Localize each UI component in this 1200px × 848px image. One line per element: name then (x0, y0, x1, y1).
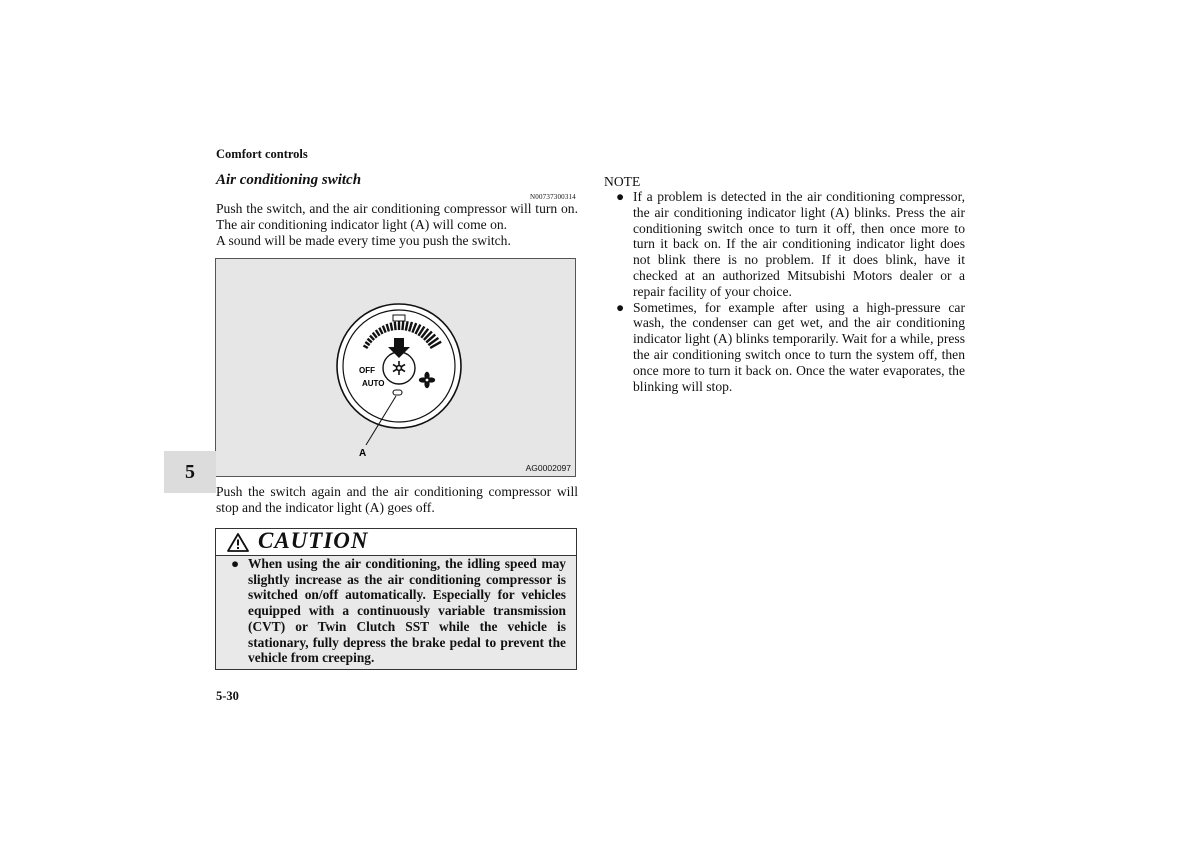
page-number: 5-30 (216, 689, 239, 703)
bullet-icon: ● (616, 189, 625, 204)
dial-tick (391, 323, 393, 331)
callout-a: A (359, 448, 367, 459)
note-label: NOTE (604, 174, 641, 189)
off-label: OFF (359, 366, 375, 375)
note-list (615, 189, 965, 394)
caution-title: CAUTION (258, 528, 369, 553)
dial-tick (395, 322, 396, 330)
caution-box (215, 528, 577, 670)
figure-code: AG0002097 (525, 463, 571, 473)
dial-tick (402, 321, 403, 330)
indicator-light-icon (393, 390, 402, 395)
note-item (615, 300, 965, 395)
after-figure-paragraph: Push the switch again and the air conditioning compressor will stop and the indicator light (A) goes off. (216, 484, 578, 515)
section-title: Air conditioning switch (216, 172, 362, 188)
section-header: Comfort controls (216, 147, 308, 161)
note-item-text: If a problem is detected in the air conditioning compressor, the air conditioning indicator light (A) blinks. Press the air conditioning switch once to turn it off, then once more to turn it back on. If the air conditioning indicator light does not blink there is no problem. If it does blink, have it checked at an authorized Mitsubishi Motors dealer or a repair facility of your choice. (633, 189, 965, 299)
caution-item (230, 556, 566, 666)
ac-dial-drawing (216, 259, 575, 476)
chapter-tab: 5 (164, 451, 216, 493)
intro-text (216, 201, 578, 248)
ac-switch-illustration (215, 258, 576, 477)
intro-paragraph-2: A sound will be made every time you push the switch. (216, 232, 511, 248)
reference-code: N00737300314 (530, 193, 576, 201)
caution-header (216, 529, 576, 556)
note-item-text: Sometimes, for example after using a high-pressure car wash, the condenser can get wet, and the air conditioning indicator light (A) blinks temporarily. Wait for a while, press the air conditioning switch once to turn the system off, then once more to turn it back on. Once the water evaporates, the blinking will stop. (633, 299, 965, 394)
bullet-icon: ● (231, 556, 240, 571)
auto-label: AUTO (362, 379, 385, 388)
caution-list (230, 556, 566, 666)
intro-paragraph-1: Push the switch, and the air conditioning compressor will turn on. The air conditioning indicator light (A) will come on. (216, 201, 578, 232)
caution-item-text: When using the air conditioning, the idling speed may slightly increase as the air conditioning compressor is switched on/off automatically. Especially for vehicles equipped with a continuously variable transmission (CVT) or Twin Clutch SST while the vehicle is stationary, fully depress the brake pedal to prevent the vehicle from creeping. (248, 556, 566, 666)
warning-triangle-icon (227, 533, 249, 552)
after-figure-text (216, 484, 578, 516)
bullet-icon: ● (616, 299, 625, 315)
note-item (615, 189, 965, 300)
